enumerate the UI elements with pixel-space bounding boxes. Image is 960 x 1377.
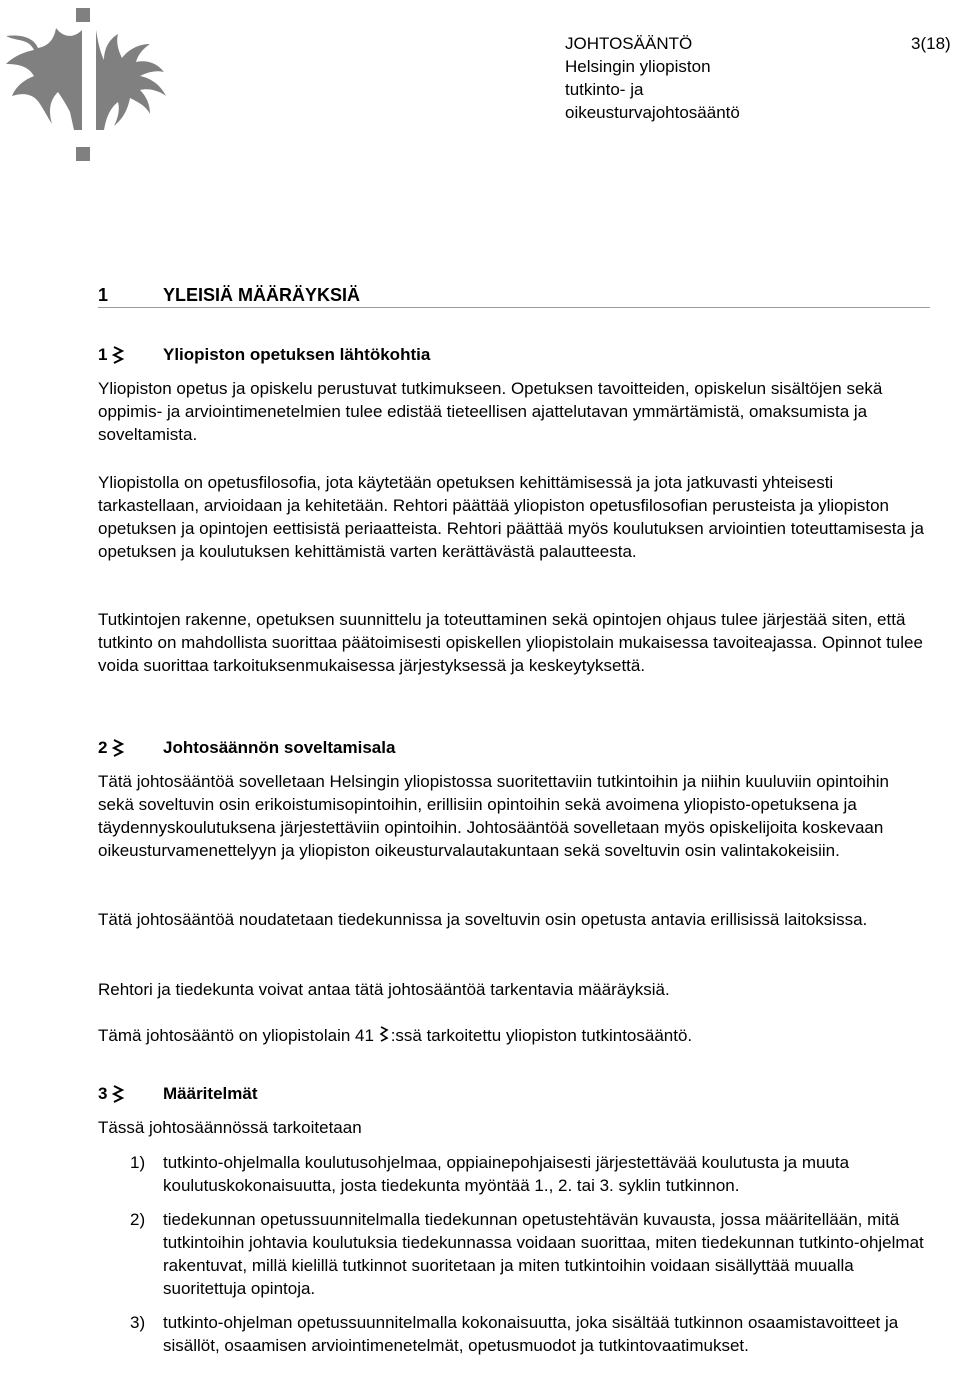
paragraph: Tutkintojen rakenne, opetuksen suunnittelu ja toteuttaminen sekä opintojen ohjaus tulee järjestää siten, että tutkinto on mahdollista suorittaa päätoimisesti opiskellen yliopistolain mukaisessa tavoiteajassa. Opinnot tulee voida suorittaa tarkoituksenmukaisessa järjestyksessä ja keskeytyksettä. (98, 610, 923, 675)
section-1-body (98, 377, 928, 446)
section-2-body (98, 770, 928, 862)
doc-type: JOHTOSÄÄNTÖ (565, 34, 693, 53)
section-3-intro (98, 1116, 928, 1139)
paragraph (98, 1024, 928, 1050)
list-number: 3) (130, 1313, 146, 1332)
paragraph: Rehtori ja tiedekunta voivat antaa tätä johtosääntöä tarkentavia määräyksiä. (98, 980, 670, 999)
section-sign-icon (379, 1024, 389, 1050)
section-title: Johtosäännön soveltamisala (163, 738, 396, 757)
list-number: 1) (130, 1153, 146, 1172)
paragraph: Tätä johtosääntöä sovelletaan Helsingin yliopistossa suoritettaviin tutkintoihin ja niihin kuuluviin opintoihin sekä soveltuvin osin erikoistumisopintoihin, erillisiin opintoihin sekä avoimena yliopisto-opetuksena ja täydennyskoulutuksena järjestettäviin opintoihin. Johtosääntöä sovelletaan myös opiskelijoita koskevaan oikeusturvamenettelyyn ja yliopiston oikeusturvalautakuntaan sekä soveltuvin osin valintakokeisiin. (98, 772, 889, 860)
section-2-body-4 (98, 1024, 928, 1050)
paragraph: Tätä johtosääntöä noudatetaan tiedekunnissa ja soveltuvin osin opetusta antavia erillisissä laitoksissa. (98, 910, 868, 929)
section-number: 2 (98, 738, 108, 757)
page-number: 3(18) (911, 34, 951, 53)
document-header (565, 32, 740, 124)
section-1-body-3 (98, 608, 928, 677)
university-logo (0, 0, 170, 165)
doc-org: Helsingin yliopiston (565, 57, 711, 76)
paragraph: Yliopiston opetus ja opiskelu perustuvat tutkimukseen. Opetuksen tavoitteiden, opiskelun sisältöjen sekä oppimis- ja arviointimenetelmien tulee edistää tieteellisen ajattelutavan ymmärtämistä, omaksumista ja soveltamista. (98, 379, 883, 444)
chapter-title: YLEISIÄ MÄÄRÄYKSIÄ (163, 285, 361, 305)
section-1-body-2 (98, 471, 928, 563)
text-fragment: :ssä tarkoitettu yliopiston tutkintosääntö. (390, 1026, 693, 1045)
list-text: tiedekunnan opetussuunnitelmalla tiedekunnan opetustehtävän kuvausta, jossa määritellään, mitä tutkintoihin johtavia koulutuksia tiedekunnassa voidaan suorittaa, miten tiedekunnan tutkinto-ohjelmat rakentuvat, millä kielillä tutkinnot suoritetaan ja miten tutkintoihin voidaan sisällyttää muualla suoritettuja opintoja. (163, 1210, 924, 1298)
section-sign-icon (112, 343, 124, 367)
doc-title-2: oikeusturvajohtosääntö (565, 103, 740, 122)
chapter-number: 1 (98, 285, 109, 305)
chapter-heading (98, 284, 930, 308)
list-text: tutkinto-ohjelmalla koulutusohjelmaa, oppiainepohjaisesti järjestettävää koulutusta ja muuta koulutuskokonaisuutta, josta tiedekunta myöntää 1., 2. tai 3. syklin tutkinnon. (163, 1153, 850, 1195)
section-number: 3 (98, 1084, 108, 1103)
list-number: 2) (130, 1210, 146, 1229)
section-2-body-3 (98, 978, 928, 1001)
paragraph: Yliopistolla on opetusfilosofia, jota käytetään opetuksen kehittämisessä ja jota jatkuvasti yhteisesti tarkastellaan, arvioidaan ja kehitetään. Rehtori päättää yliopiston opetusfilosofian perusteista ja yliopiston opetuksen ja opintojen eettisistä periaatteista. Rehtori päättää myös koulutuksen arviointien toteuttamisesta ja opetuksen ja koulutuksen kehittämistä varten kerättävästä palautteesta. (98, 473, 924, 561)
section-title: Yliopiston opetuksen lähtökohtia (163, 345, 431, 364)
list-text: tutkinto-ohjelman opetussuunnitelmalla kokonaisuutta, joka sisältää tutkinnon osaamistavoitteet ja sisällöt, osaamisen arviointimenetelmät, opetusmuodot ja tutkintovaatimukset. (163, 1313, 899, 1355)
section-sign-icon (112, 1082, 124, 1106)
paragraph: Tässä johtosäännössä tarkoitetaan (98, 1118, 362, 1137)
section-number: 1 (98, 345, 108, 364)
section-title: Määritelmät (163, 1084, 258, 1103)
section-2-body-2 (98, 908, 928, 931)
doc-title-1: tutkinto- ja (565, 80, 644, 99)
section-sign-icon (112, 736, 124, 760)
text-fragment: Tämä johtosääntö on yliopistolain 41 (98, 1026, 374, 1045)
